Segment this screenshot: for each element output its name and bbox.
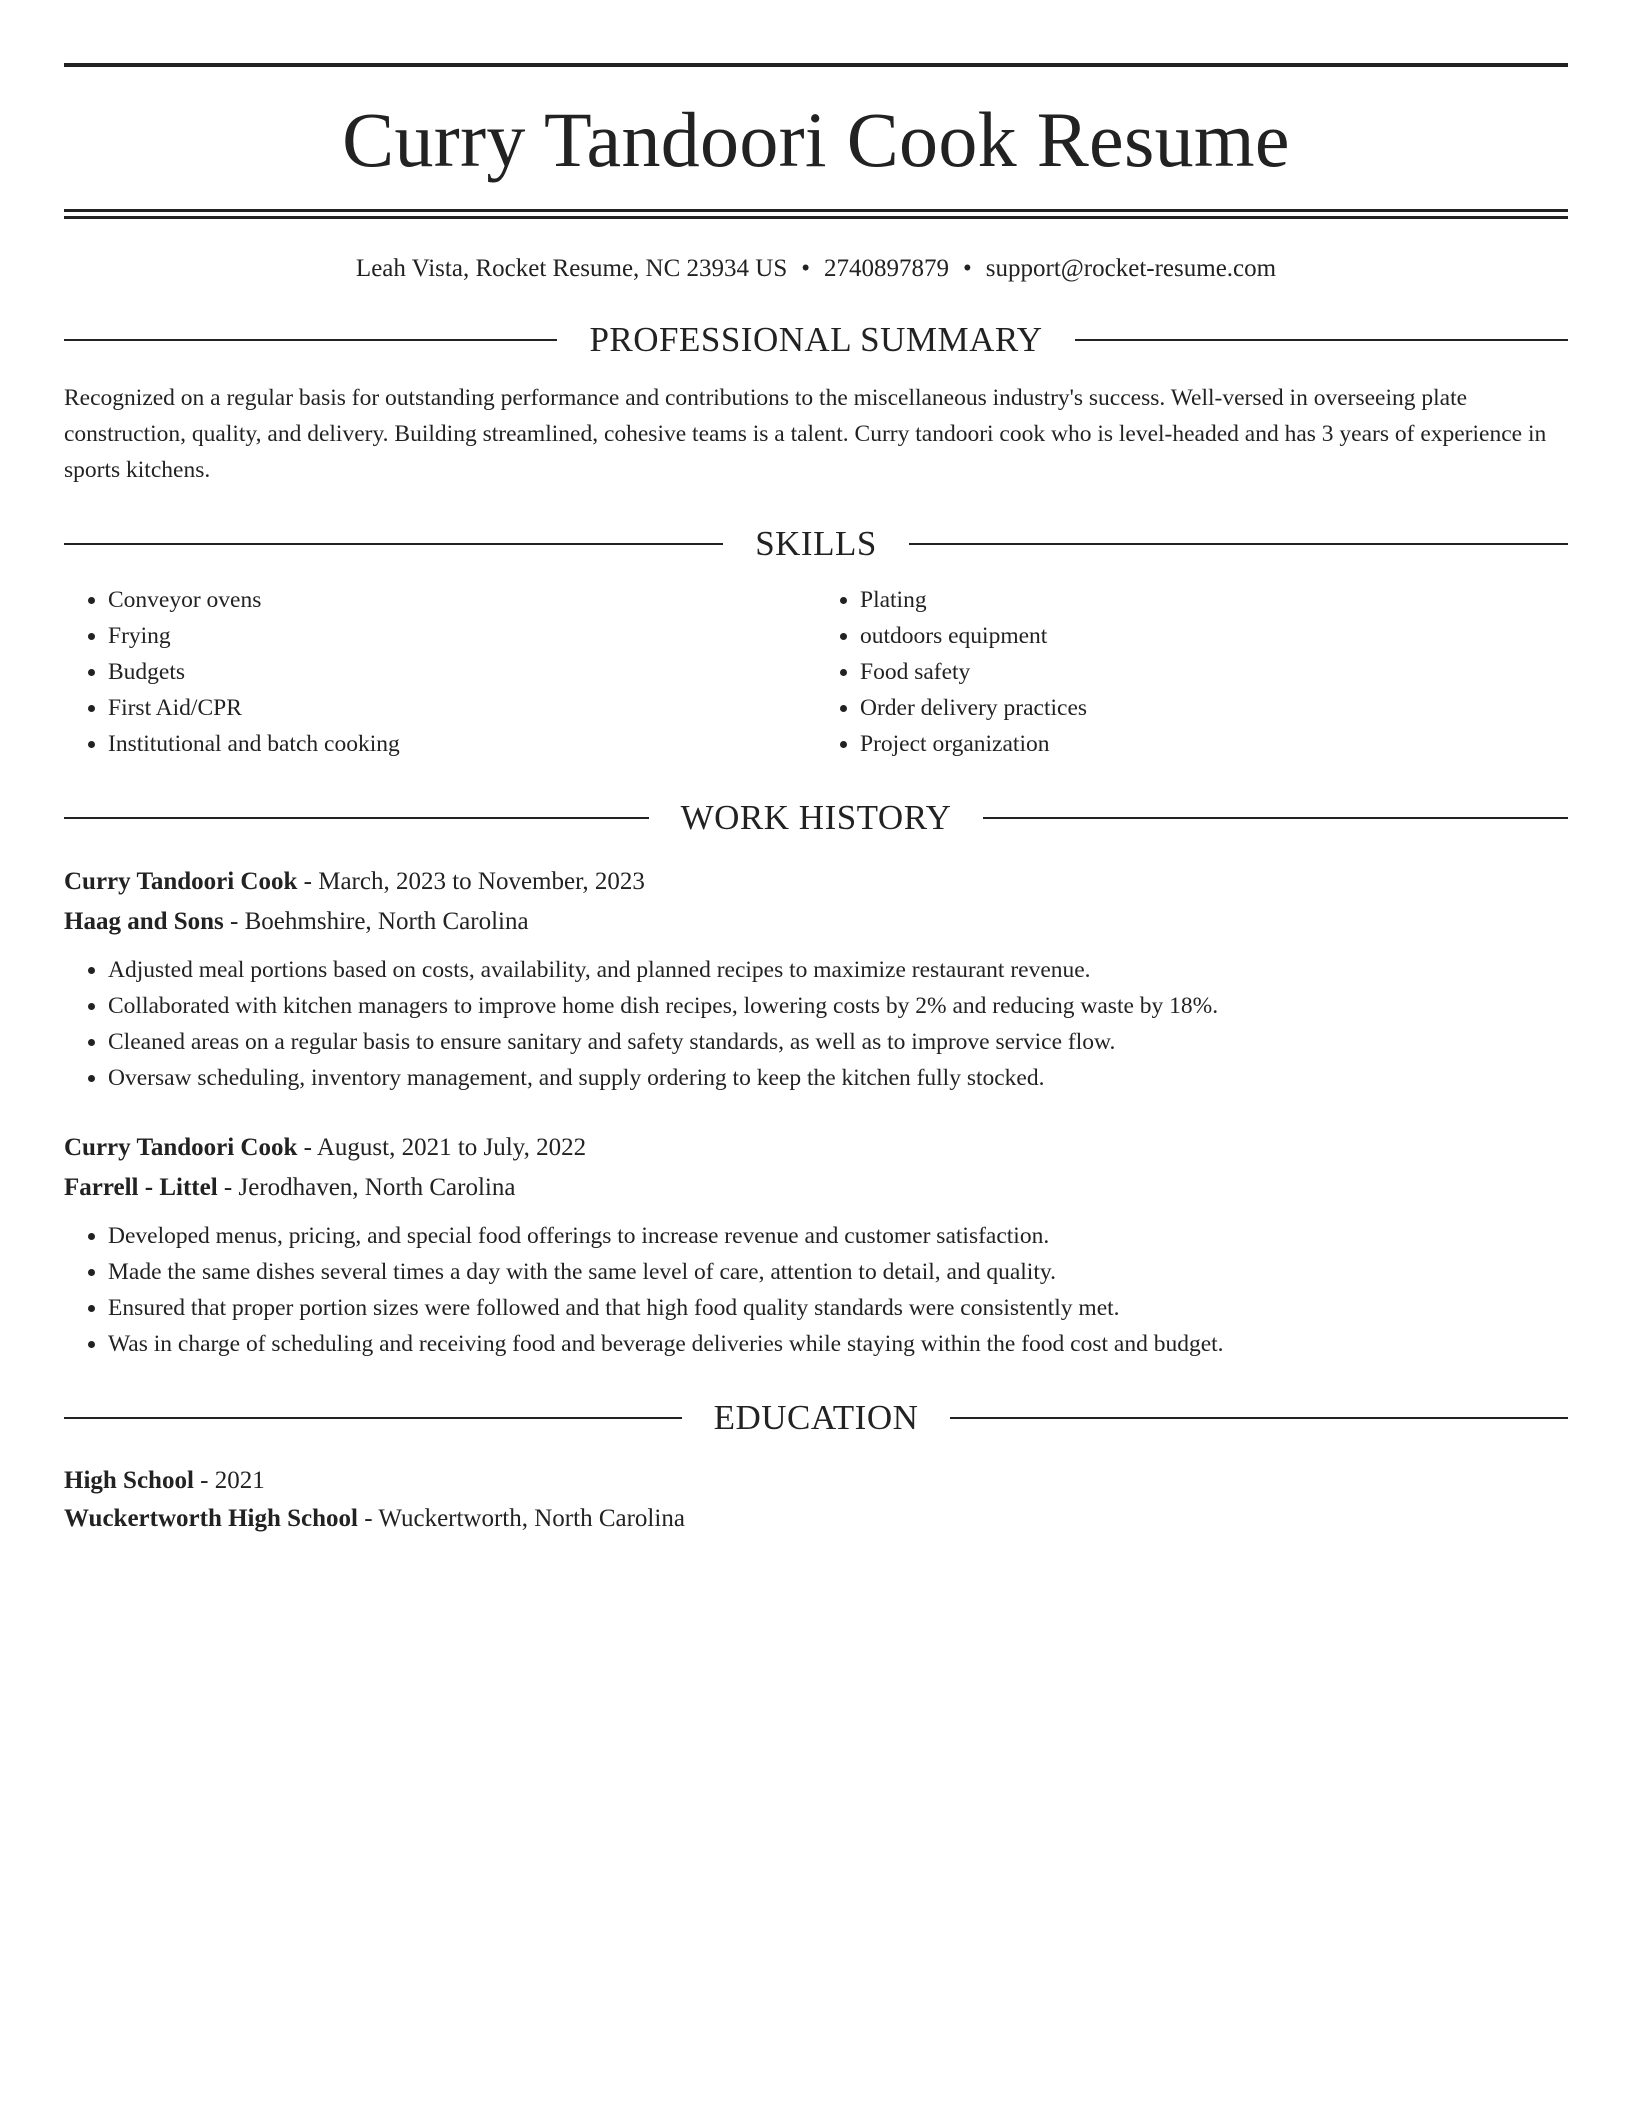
job-bullets — [64, 952, 1568, 1096]
job-company: Farrell - Littel — [64, 1174, 218, 1201]
heading-rule-left — [64, 543, 723, 545]
job-bullet: • Adjusted meal portions based on costs, availability, and planned recipes to maximize restaurant revenue. — [108, 952, 1568, 988]
heading-rule-left — [64, 817, 649, 819]
skills-list — [64, 582, 1568, 762]
summary-heading-label: PROFESSIONAL SUMMARY — [589, 320, 1043, 359]
work-history-section-heading — [64, 798, 1568, 838]
job-bullet: • Was in charge of scheduling and receiving food and beverage deliveries while staying within the food cost and budget. — [108, 1326, 1568, 1362]
contact-phone: 2740897879 — [824, 255, 950, 282]
contact-separator: • — [801, 255, 811, 282]
job-title-line — [64, 862, 1568, 902]
job-bullet: • Made the same dishes several times a day with the same level of care, attention to detail, and quality. — [108, 1254, 1568, 1290]
job-location: - Jerodhaven, North Carolina — [217, 1174, 516, 1201]
job-company-line — [64, 1168, 1568, 1208]
contact-separator: • — [963, 255, 972, 282]
professional-summary-text: Recognized on a regular basis for outstanding performance and contributions to the miscellaneous industry's success. Well-versed in overseeing plate construction, quality, and delivery. Building streamlined, cohesive teams is a talent. Curry tandoori cook who is level-headed and has 3 years of experience in sports kitchens. — [64, 385, 1547, 483]
education-school: Wuckertworth High School — [64, 1505, 358, 1532]
job-company-line — [64, 902, 1568, 942]
job-bullet: • Cleaned areas on a regular basis to ensure sanitary and safety standards, as well as to improve service flow. — [108, 1024, 1568, 1060]
skills-section-heading — [64, 524, 1568, 564]
job-bullet: • Ensured that proper portion sizes were followed and that high food quality standards were consistently met. — [108, 1290, 1568, 1326]
contact-address: Leah Vista, Rocket Resume, NC 23934 US — [355, 255, 788, 282]
job-dates: - March, 2023 to November, 2023 — [297, 868, 645, 895]
education-entry — [64, 1462, 1568, 1538]
skill-item: • Plating — [860, 582, 1568, 618]
skill-item: • First Aid/CPR — [108, 690, 816, 726]
contact-email: support@rocket-resume.com — [985, 255, 1277, 282]
skill-item: • Order delivery practices — [860, 690, 1568, 726]
job-title: Curry Tandoori Cook — [64, 868, 298, 895]
job-title: Curry Tandoori Cook — [64, 1134, 298, 1161]
job-bullet: • Collaborated with kitchen managers to improve home dish recipes, lowering costs by 2% and reducing waste by 18%. — [108, 988, 1568, 1024]
job-company: Haag and Sons — [64, 908, 224, 935]
job-title-line — [64, 1128, 1568, 1168]
skill-item: • Project organization — [860, 726, 1568, 762]
education-year: - 2021 — [193, 1467, 265, 1494]
education-degree-line — [64, 1462, 1568, 1500]
work-history-heading-label: WORK HISTORY — [680, 798, 952, 837]
skill-item: • Budgets — [108, 654, 816, 690]
skills-column-left — [64, 582, 816, 762]
education-section-heading — [64, 1398, 1568, 1438]
heading-rule-left — [64, 1417, 682, 1419]
skill-item: • Frying — [108, 618, 816, 654]
heading-rule-right — [983, 817, 1568, 819]
job-bullet: • Developed menus, pricing, and special food offerings to increase revenue and customer satisfaction. — [108, 1218, 1568, 1254]
skill-item: • Food safety — [860, 654, 1568, 690]
heading-rule-left — [64, 339, 557, 341]
skills-column-right — [816, 582, 1568, 762]
contact-line — [64, 254, 1568, 284]
skill-item: • Conveyor ovens — [108, 582, 816, 618]
job-dates: - August, 2021 to July, 2022 — [297, 1134, 587, 1161]
job-bullets — [64, 1218, 1568, 1362]
summary-section-heading — [64, 320, 1568, 360]
skill-item: • Institutional and batch cooking — [108, 726, 816, 762]
education-heading-label: EDUCATION — [713, 1398, 919, 1437]
top-rule — [64, 63, 1568, 67]
education-school-line — [64, 1500, 1568, 1538]
job-location: - Boehmshire, North Carolina — [223, 908, 529, 935]
job-entry — [64, 862, 1568, 1096]
resume-title: Curry Tandoori Cook Resume — [342, 96, 1290, 183]
job-entry — [64, 1128, 1568, 1362]
skills-heading-label: SKILLS — [755, 524, 877, 563]
skill-item: • outdoors equipment — [860, 618, 1568, 654]
education-degree: High School — [64, 1467, 194, 1494]
heading-rule-right — [950, 1417, 1568, 1419]
heading-rule-right — [909, 543, 1568, 545]
job-bullet: • Oversaw scheduling, inventory management, and supply ordering to keep the kitchen fully stocked. — [108, 1060, 1568, 1096]
education-location: - Wuckertworth, North Carolina — [358, 1505, 685, 1532]
title-double-rule — [64, 209, 1568, 219]
heading-rule-right — [1075, 339, 1568, 341]
